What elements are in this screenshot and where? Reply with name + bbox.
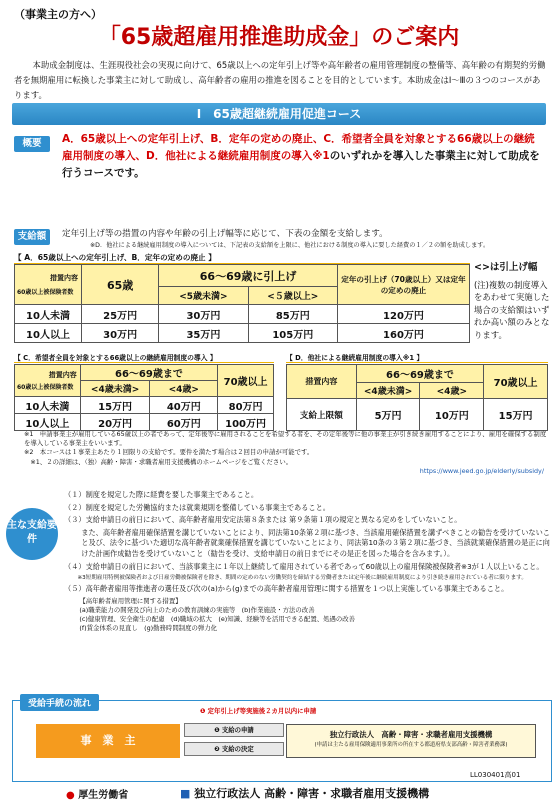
table-ab-sub-over5: <５歳以上> xyxy=(248,287,337,305)
requirements-badge: 主な支給要件 xyxy=(6,508,58,560)
table-c-row2-under4: 20万円 xyxy=(80,414,150,431)
overview-text xyxy=(62,131,542,182)
table-ab-sub-under5: <5歳未満> xyxy=(159,287,248,305)
table-ab-row2-label: 10人以上 xyxy=(15,324,82,343)
table-d-sub-4: <4歳> xyxy=(420,383,484,399)
table-ab-row1-65: 25万円 xyxy=(82,305,159,324)
table-d-70: 15万円 xyxy=(484,399,548,431)
table-c-col-66-69: 66～69歳まで xyxy=(80,365,217,381)
table-d-col-70: 70歳以上 xyxy=(484,365,548,399)
requirement-4-note: ※3短期雇用特例被保険者および日雇労働被保険者を除き、期間の定めのない労働契約を締結する労働者または定年後に継続雇用制度により引き続き雇用されている者に限ります。 xyxy=(77,575,527,582)
table-ab-row-header: 60歳以上被保険者数 xyxy=(17,289,74,296)
table-c-sub-under4: <4歳未満> xyxy=(80,381,150,397)
table-ab-row2-over5: 105万円 xyxy=(248,324,337,343)
jeed-logo xyxy=(180,785,429,800)
footnotes xyxy=(24,430,552,476)
requirement-5: （５）高年齢者雇用等推進者の選任及び次の(a)から(g)までの高年齢者雇用管理に関する措置を１つ以上実施している事業主であること。 xyxy=(64,584,509,594)
table-ab-row1-over5: 85万円 xyxy=(248,305,337,324)
requirement-2: （２）制度を規定した労働協約または就業規則を整備している事業主であること。 xyxy=(64,502,330,512)
table-d-sub-under4: <4歳未満> xyxy=(356,383,420,399)
table-c-col-70: 70歳以上 xyxy=(218,365,274,397)
intro-paragraph: 本助成金制度は、生涯現役社会の実現に向けて、65歳以上への定年引上げ等や高年齢者の雇用管理制度の整備等、高年齢の有期契約労働者を無期雇用に転換した事業主に対して助成し、高年齢者の雇用の推進を図ることを目的としています。本助成金はⅠ～Ⅲの３つのコースがあります。 xyxy=(14,60,546,100)
table-c-heading: 【 C．希望者全員を対象とする66歳以上の継続雇用制度の導入 】 xyxy=(14,352,274,363)
table-c-row1-label: 10人未満 xyxy=(15,397,81,414)
table-c-measure-label: 措置内容 xyxy=(48,371,77,379)
table-c-row1-70: 80万円 xyxy=(218,397,274,414)
flow-agency xyxy=(286,724,536,758)
flow-step-decision: ❷ 支給の決定 xyxy=(184,742,284,756)
flow-deadline: ❶ 定年引上げ等実施後２カ月以内に申請 xyxy=(200,707,317,715)
table-c-row2-label: 10人以上 xyxy=(15,414,81,431)
table-d-under4: 5万円 xyxy=(356,399,420,431)
footnote-3 xyxy=(24,458,552,467)
measures-title: 【高年齢者雇用管理に関する措置】 xyxy=(79,596,182,605)
measures-box xyxy=(64,597,550,633)
course-title-bar: Ⅰ 65歳超継続雇用促進コース xyxy=(12,103,546,125)
overview-measures: A．65歳以上への定年引上げ、B．定年の定めの廃止、C．希望者全員を対象とする66歳以上の継続雇用制度の導入、D．他社による継続雇用制度の導入※1 xyxy=(62,133,535,162)
table-c-row1-under4: 15万円 xyxy=(80,397,150,414)
table-d-row-label: 支給上限額 xyxy=(287,399,357,431)
table-ab xyxy=(14,264,470,343)
requirement-4: （４）支給申請日の前日において、当該事業主に１年以上継続して雇用されている者であって60歳以上の雇用保険被保険者※3が１人以上いること。 xyxy=(64,561,544,571)
side-note xyxy=(474,262,554,341)
footnote-3-text: ※1、２の詳細は、（独）高齢・障害・求職者雇用支援機構のホームページをご覧ください。 xyxy=(24,457,293,466)
table-c xyxy=(14,364,274,431)
requirements-list xyxy=(64,490,550,633)
side-note-title: <>は引上げ幅 xyxy=(474,262,538,273)
table-ab-col-66-69: 66～69歳に引上げ xyxy=(159,265,338,287)
table-d-measure-label: 措置内容 xyxy=(287,365,357,399)
flow-step-apply: ❶ 支給の申請 xyxy=(184,723,284,737)
table-c-row1-4: 40万円 xyxy=(150,397,218,414)
requirement-3-detail: また、高年齢者雇用確保措置を講じていないことにより、同法第10条第２項に基づき、当該雇用確保措置を講ずべきことの勧告を受けていないこと及び、法令に基づいた適切な高年齢者就業確保措置を講じていないことにより、同法第10条の３第２項に基づき、当該就業確保措置の是正に向けた計画作成勧告を受けていないこと（勧告を受け、支給申請日の前日までにその是正を図った場合を含みます。）。 xyxy=(81,527,550,558)
table-ab-row2-under5: 35万円 xyxy=(159,324,248,343)
footnote-url-line xyxy=(24,467,552,476)
table-d xyxy=(286,364,548,431)
table-ab-corner xyxy=(15,265,82,305)
side-note-body: (注)複数の制度導入をあわせて実施した場合の支給額はいずれか高い額のみとなります。 xyxy=(474,279,550,340)
measures-line-1: (a)職業能力の開発及び向上のための教育訓練の実施等 (b)作業施設・方法の改善 xyxy=(79,605,315,614)
table-c-row2-4: 60万円 xyxy=(150,414,218,431)
jeed-logo-mark: ■ xyxy=(180,787,191,800)
requirement-3: （３）支給申請日の前日において、高年齢者雇用安定法第８条または 第９条第１項の規定と異なる定めをしていないこと。 xyxy=(64,515,462,525)
table-d-heading: 【 D．他社による継続雇用制度の導入※1 】 xyxy=(286,352,548,363)
mhlw-logo-mark: ● xyxy=(66,790,75,800)
table-ab-row2-70: 160万円 xyxy=(337,324,469,343)
flow-tag: 受給手続の流れ xyxy=(20,694,99,711)
payment-tag: 支給額 xyxy=(14,229,50,245)
flow-agency-name: 独立行政法人 高齢・障害・求職者雇用支援機構 xyxy=(329,730,493,739)
table-ab-row1-label: 10人未満 xyxy=(15,305,82,324)
table-ab-col-70: 定年の引上げ（70歳以上）又は定年の定めの廃止 xyxy=(337,265,469,305)
jeed-url-link[interactable]: https://www.jeed.go.jp/elderly/subsidy/ xyxy=(419,466,544,475)
requirement-1: （１）制度を規定した際に経費を要した事業主であること。 xyxy=(64,490,259,499)
flow-employer: 事 業 主 xyxy=(36,724,180,758)
payment-note: ※D．他社による継続雇用制度の導入については、下記表の支給額を上限に、他社における制度の導入に要した経費の１／２の額を助成します。 xyxy=(90,242,490,249)
table-ab-row2-65: 30万円 xyxy=(82,324,159,343)
table-ab-row1-under5: 30万円 xyxy=(159,305,248,324)
mhlw-name: 厚生労働省 xyxy=(78,790,129,800)
footnote-2: ※2 本コースは１事業主あたり１回限りの支給です。要件を満たす場合は２回目の申請が可能です。 xyxy=(24,448,314,457)
audience-label: （事業主の方へ） xyxy=(14,8,102,21)
table-d-4: 10万円 xyxy=(420,399,484,431)
overview-tail: のいずれかを導入した事業主に対して助成を行うコースです。 xyxy=(62,150,540,179)
table-d-col-66-69: 66～69歳まで xyxy=(356,365,484,383)
mhlw-logo xyxy=(66,786,128,800)
payment-text: 定年引上げ等の措置の内容や年齢の引上げ幅等に応じて、下表の金額を支給します。 xyxy=(62,229,388,239)
table-c-corner xyxy=(15,365,81,397)
table-ab-measure-label: 措置内容 xyxy=(50,274,79,282)
measures-line-2: (c)健康管理、安全衛生の配慮 (d)職域の拡大 (e)知識、経験等を活用できる配置、処遇の改善 xyxy=(79,614,356,623)
document-code: LL030401高01 xyxy=(470,771,521,779)
jeed-name: 独立行政法人 高齢・障害・求職者雇用支援機構 xyxy=(194,787,430,800)
footnote-1: ※1 申請事業主が雇用している65歳以上の者であって、定年後等に雇用されることを希望する者を、その定年後等に他の事業主が引き続き雇用することにより、雇用を確保する制度を導入している事業主をいいます。 xyxy=(24,430,547,448)
table-ab-row1-70: 120万円 xyxy=(337,305,469,324)
table-c-row2-70: 100万円 xyxy=(218,414,274,431)
table-ab-heading: 【 A．65歳以上への定年引上げ、B．定年の定めの廃止 】 xyxy=(14,252,470,264)
table-c-row-header: 60歳以上被保険者数 xyxy=(17,384,74,391)
overview-tag: 概要 xyxy=(14,136,50,152)
table-ab-col-65: 65歳 xyxy=(82,265,159,305)
page-title: 「65歳超雇用推進助成金」のご案内 xyxy=(98,25,460,50)
table-c-sub-4: <4歳> xyxy=(150,381,218,397)
flow-agency-note: (申請は主たる雇用保険適用事業所の所在する都道府県支部高齢・障害者業務課) xyxy=(314,742,508,748)
measures-line-3: (f)賃金体系の見直し (g)勤務時間制度の弾力化 xyxy=(79,623,218,632)
